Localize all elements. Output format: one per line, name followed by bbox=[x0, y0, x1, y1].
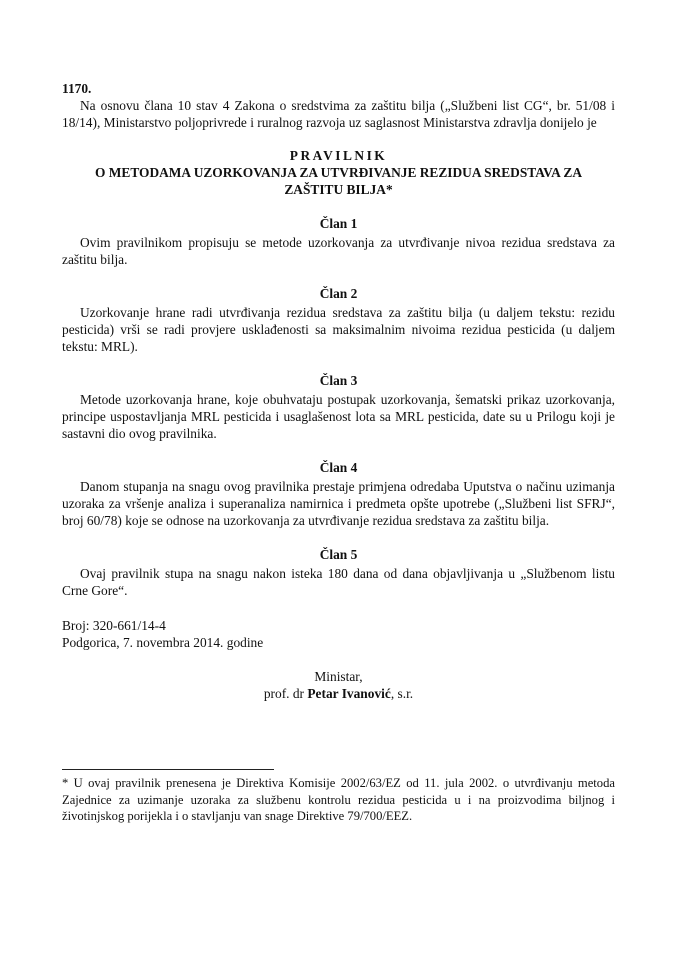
article-text: Ovaj pravilnik stupa na snagu nakon isteka 180 dana od dana objavljivanja u „Službenom listu Crne Gore“. bbox=[62, 566, 615, 598]
signatory-title: prof. dr bbox=[263, 686, 305, 701]
title-line-1: PRAVILNIK bbox=[289, 148, 388, 163]
document-body bbox=[62, 80, 615, 702]
signatory-name: Petar Ivanović bbox=[307, 686, 391, 701]
article-text: Metode uzorkovanja hrane, koje obuhvataju postupak uzorkovanja, šematski prikaz uzorkovanja, principe uspostavljanja MRL pesticida i usaglašenost lota sa MRL pesticida, date su u Prilogu koji je sastavni dio ovog pravilnika. bbox=[62, 392, 615, 441]
preamble-paragraph: Na osnovu člana 10 stav 4 Zakona o sredstvima za zaštitu bilja („Službeni list CG“, br. 51/08 i 18/14), Ministarstvo poljoprivrede i ruralnog razvoja uz saglasnost Ministarstva zdravlja donijelo je bbox=[62, 98, 615, 130]
article-5 bbox=[62, 546, 615, 599]
regulation-number: 1170. bbox=[62, 81, 92, 96]
article-text: Ovim pravilnikom propisuju se metode uzorkovanja za utvrđivanje nivoa rezidua sredstava za zaštitu bilja. bbox=[62, 235, 615, 267]
article-text: Uzorkovanje hrane radi utvrđivanja rezidua sredstava za zaštitu bilja (u daljem tekstu: rezidu pesticida) vrši se radi provjere usklađenosti sa maksimalnim nivoima rezidua pesticida (u daljem tekstu: MRL). bbox=[62, 305, 615, 354]
article-1 bbox=[62, 215, 615, 268]
place-and-date: Podgorica, 7. novembra 2014. godine bbox=[62, 635, 264, 650]
document-title bbox=[62, 147, 615, 198]
document-reference bbox=[62, 617, 615, 651]
article-4 bbox=[62, 459, 615, 529]
article-heading: Član 3 bbox=[319, 373, 358, 388]
article-3 bbox=[62, 372, 615, 442]
signatory-role: Ministar, bbox=[314, 669, 363, 684]
article-heading: Član 2 bbox=[319, 286, 358, 301]
signatory-line bbox=[62, 685, 615, 702]
document-number: Broj: 320-661/14-4 bbox=[62, 618, 166, 633]
footnote: * U ovaj pravilnik prenesena je Direktiva Komisije 2002/63/EZ od 11. jula 2002. o utvrđivanju metoda Zajednice za uzimanje uzoraka za službenu kontrolu rezidua pesticida u i na proizvodima biljnog i životinjskog porijekla i o stavljanju van snage Direktive 79/700/EEZ. bbox=[62, 776, 615, 823]
title-line-2: O METODAMA UZORKOVANJA ZA UTVRĐIVANJE REZIDUA SREDSTAVA ZA ZAŠTITU BILJA* bbox=[95, 165, 582, 197]
signature-block bbox=[62, 668, 615, 702]
article-heading: Član 5 bbox=[319, 547, 358, 562]
footnote-separator bbox=[62, 769, 274, 770]
signatory-suffix: , s.r. bbox=[390, 686, 414, 701]
article-2 bbox=[62, 285, 615, 355]
article-text: Danom stupanja na snagu ovog pravilnika prestaje primjena odredaba Uputstva o načinu uzimanja uzoraka za vršenje analiza i superanaliza namirnica i predmeta opšte upotrebe („Službeni list SFRJ“, broj 60/78) koje se odnose na uzorkovanja za utvrđivanje rezidua sredstava za zaštitu bilja. bbox=[62, 479, 615, 528]
article-heading: Član 4 bbox=[319, 460, 358, 475]
article-heading: Član 1 bbox=[319, 216, 358, 231]
